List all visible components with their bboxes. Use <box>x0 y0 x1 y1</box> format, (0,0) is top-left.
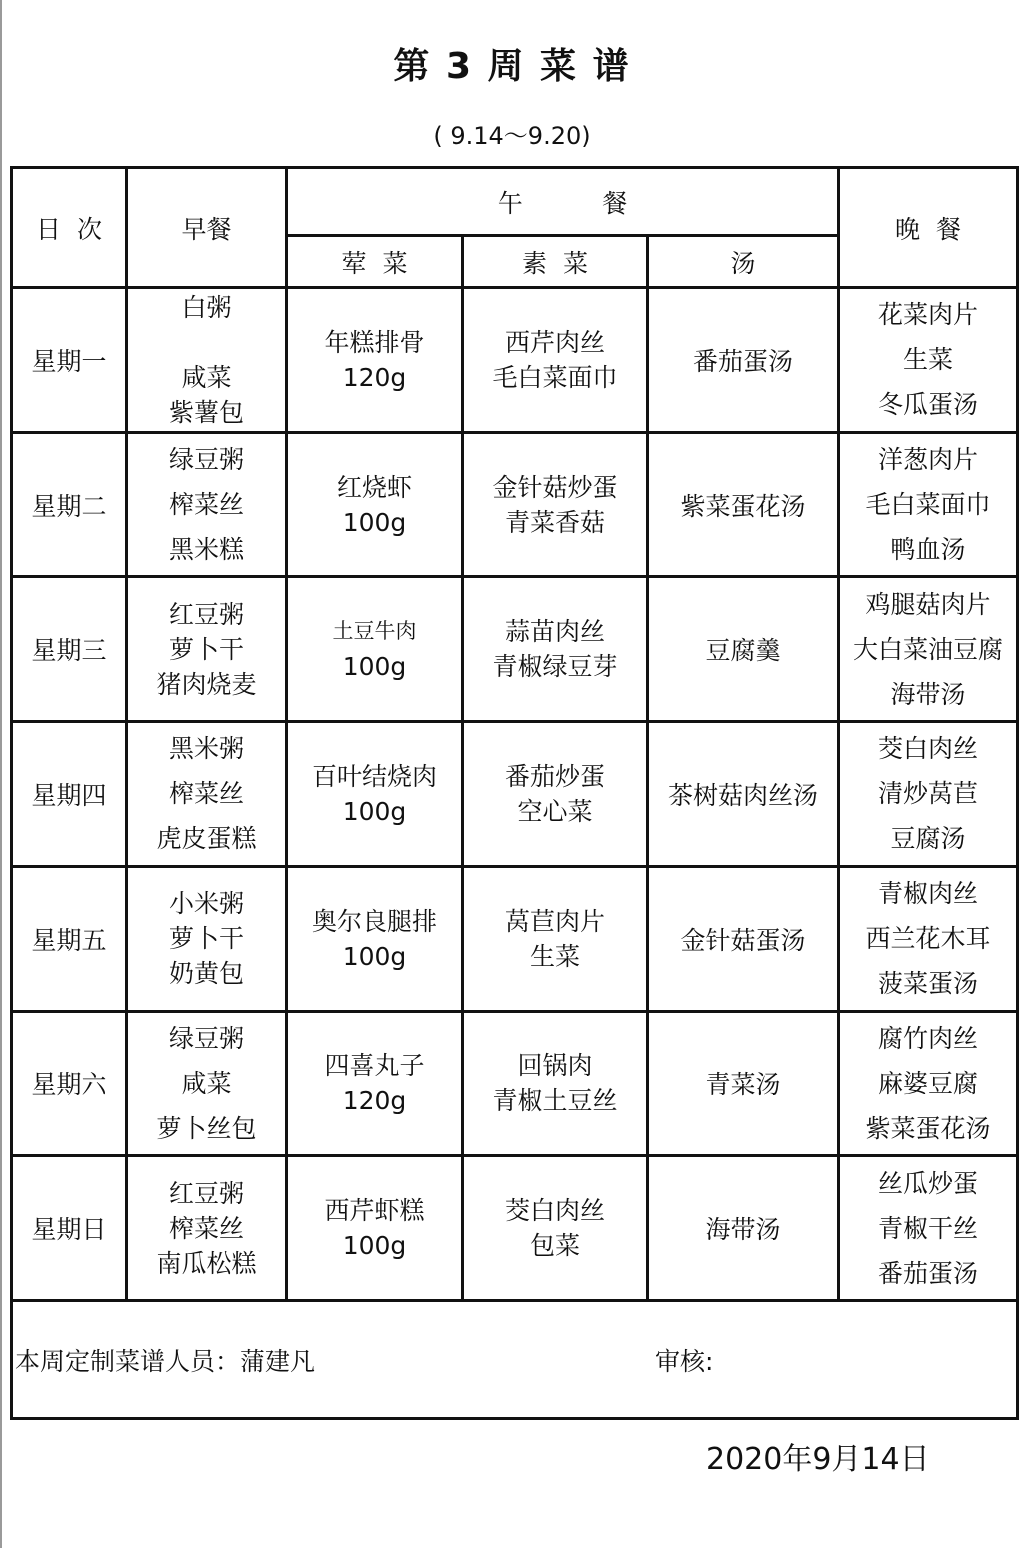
veg-dish-cell-item: 莴苣肉片 <box>504 906 605 936</box>
day-row <box>12 577 1018 722</box>
dinner-cell-item: 紫菜蛋花汤 <box>865 1113 991 1143</box>
dinner-cell-item: 菠菜蛋汤 <box>877 969 978 999</box>
dinner-cell-item: 西兰花木耳 <box>865 924 991 954</box>
meat-dish-cell <box>287 722 463 867</box>
breakfast-cell-item: 绿豆粥 <box>168 1023 244 1053</box>
day-row <box>12 1011 1018 1156</box>
breakfast-cell-item: 黑米粥 <box>168 734 244 764</box>
breakfast-cell-item: 榨菜丝 <box>168 1213 244 1243</box>
day-label: 星期六 <box>12 1011 127 1156</box>
veg-dish-cell-item: 金针菇炒蛋 <box>492 472 618 502</box>
soup-cell: 青菜汤 <box>648 1011 839 1156</box>
breakfast-cell-item: 咸菜 <box>181 362 232 392</box>
breakfast-cell-item: 黑米糕 <box>168 535 244 565</box>
breakfast-cell-item: 萝卜干 <box>168 634 244 664</box>
header-breakfast: 早餐 <box>127 168 287 288</box>
veg-dish-cell-item: 茭白肉丝 <box>504 1196 605 1226</box>
veg-dish-cell <box>463 722 648 867</box>
veg-dish-cell <box>463 866 648 1011</box>
breakfast-cell-item: 红豆粥 <box>168 1178 244 1208</box>
meat-dish-cell <box>287 288 463 433</box>
page-left-border <box>0 0 2 1548</box>
breakfast-cell-item: 小米粥 <box>168 889 244 919</box>
breakfast-cell <box>127 722 287 867</box>
dinner-cell-item: 生菜 <box>902 345 953 375</box>
day-row <box>12 1156 1018 1301</box>
breakfast-cell <box>127 432 287 577</box>
day-label: 星期三 <box>12 577 127 722</box>
meat-dish-cell-item: 年糕排骨 <box>324 327 425 357</box>
dinner-cell-item: 青椒肉丝 <box>877 879 978 909</box>
dinner-cell-item: 冬瓜蛋汤 <box>877 390 978 420</box>
date-range: ( 9.14～9.20) <box>433 122 591 150</box>
page-title: 第 3 周 菜 谱 <box>393 46 631 87</box>
dinner-cell-item: 番茄蛋汤 <box>877 1258 978 1288</box>
day-label: 星期日 <box>12 1156 127 1301</box>
veg-dish-cell-item: 生菜 <box>529 941 580 971</box>
veg-dish-cell <box>463 288 648 433</box>
dinner-cell-item: 鸭血汤 <box>890 535 966 565</box>
dinner-cell <box>839 432 1018 577</box>
day-label: 星期一 <box>12 288 127 433</box>
soup-cell: 豆腐羹 <box>648 577 839 722</box>
breakfast-cell-item: 榨菜丝 <box>168 779 244 809</box>
menu-body <box>12 288 1018 1301</box>
meat-dish-cell-item: 100g <box>342 652 407 682</box>
planner-label: 本周定制菜谱人员：蒲建凡 <box>15 1346 316 1376</box>
issue-date: 2020年9月14日 <box>706 1442 930 1477</box>
dinner-cell <box>839 866 1018 1011</box>
breakfast-cell-item: 榨菜丝 <box>168 490 244 520</box>
meat-dish-cell-item: 百叶结烧肉 <box>311 761 437 791</box>
breakfast-cell <box>127 288 287 433</box>
meat-dish-cell-item: 100g <box>342 941 407 971</box>
breakfast-cell-item: 萝卜丝包 <box>156 1113 257 1143</box>
header-dinner: 晚 餐 <box>839 168 1018 288</box>
day-row <box>12 432 1018 577</box>
breakfast-cell-item: 紫薯包 <box>168 397 244 427</box>
breakfast-cell <box>127 1156 287 1301</box>
veg-dish-cell <box>463 1011 648 1156</box>
dinner-cell <box>839 1011 1018 1156</box>
breakfast-cell-item: 猪肉烧麦 <box>156 669 257 699</box>
day-row <box>12 288 1018 433</box>
veg-dish-cell <box>463 577 648 722</box>
breakfast-cell-item: 南瓜松糕 <box>156 1248 257 1278</box>
soup-cell: 金针菇蛋汤 <box>648 866 839 1011</box>
veg-dish-cell-item: 番茄炒蛋 <box>504 761 605 791</box>
meat-dish-cell-item: 100g <box>342 507 407 537</box>
meat-dish-cell-item: 红烧虾 <box>336 472 412 502</box>
header-veg-dish: 素 菜 <box>463 236 648 288</box>
reviewer-label: 审核: <box>655 1346 714 1376</box>
dinner-cell-item: 鸡腿菇肉片 <box>865 589 991 619</box>
breakfast-cell <box>127 577 287 722</box>
dinner-cell <box>839 722 1018 867</box>
dinner-cell-item: 丝瓜炒蛋 <box>877 1168 978 1198</box>
veg-dish-cell-item: 青椒绿豆芽 <box>492 652 618 682</box>
breakfast-cell-item <box>203 325 211 360</box>
veg-dish-cell <box>463 1156 648 1301</box>
meat-dish-cell-item: 土豆牛肉 <box>332 619 417 644</box>
breakfast-cell <box>127 866 287 1011</box>
day-label: 星期二 <box>12 432 127 577</box>
meat-dish-cell-item: 四喜丸子 <box>324 1051 425 1081</box>
soup-cell: 紫菜蛋花汤 <box>648 432 839 577</box>
meat-dish-cell-item: 100g <box>342 1231 407 1261</box>
veg-dish-cell <box>463 432 648 577</box>
soup-cell: 番茄蛋汤 <box>648 288 839 433</box>
day-label: 星期四 <box>12 722 127 867</box>
dinner-cell-item: 花菜肉片 <box>877 300 978 330</box>
soup-cell: 茶树菇肉丝汤 <box>648 722 839 867</box>
meat-dish-cell <box>287 432 463 577</box>
meat-dish-cell-item: 120g <box>342 362 407 392</box>
meat-dish-cell <box>287 1011 463 1156</box>
breakfast-cell-item: 咸菜 <box>181 1068 232 1098</box>
dinner-cell-item: 茭白肉丝 <box>877 734 978 764</box>
meat-dish-cell-item: 100g <box>342 796 407 826</box>
meat-dish-cell-item: 西芹虾糕 <box>324 1196 425 1226</box>
veg-dish-cell-item: 青椒土豆丝 <box>492 1086 618 1116</box>
dinner-cell-item: 海带汤 <box>890 679 966 709</box>
dinner-cell-item: 青椒干丝 <box>877 1213 978 1243</box>
breakfast-cell-item: 绿豆粥 <box>168 445 244 475</box>
dinner-cell-item: 腐竹肉丝 <box>877 1023 978 1053</box>
dinner-cell-item: 麻婆豆腐 <box>877 1068 978 1098</box>
day-label: 星期五 <box>12 866 127 1011</box>
veg-dish-cell-item: 青菜香菇 <box>504 507 605 537</box>
veg-dish-cell-item: 毛白菜面巾 <box>492 362 618 392</box>
dinner-cell <box>839 1156 1018 1301</box>
veg-dish-cell-item: 回锅肉 <box>517 1051 593 1081</box>
dinner-cell-item: 大白菜油豆腐 <box>852 634 1003 664</box>
veg-dish-cell-item: 空心菜 <box>517 796 593 826</box>
header-meat-dish: 荤 菜 <box>287 236 463 288</box>
dinner-cell-item: 清炒莴苣 <box>877 779 978 809</box>
veg-dish-cell-item: 西芹肉丝 <box>504 327 605 357</box>
breakfast-cell-item: 奶黄包 <box>168 959 244 989</box>
header-soup: 汤 <box>648 236 839 288</box>
dinner-cell-item: 洋葱肉片 <box>877 445 978 475</box>
dinner-cell-item: 豆腐汤 <box>890 824 966 854</box>
meat-dish-cell-item: 120g <box>342 1086 407 1116</box>
menu-table <box>10 166 1019 1420</box>
veg-dish-cell-item: 蒜苗肉丝 <box>504 617 605 647</box>
soup-cell: 海带汤 <box>648 1156 839 1301</box>
signature-row <box>12 1301 1018 1419</box>
header-lunch: 午 餐 <box>287 168 839 236</box>
breakfast-cell <box>127 1011 287 1156</box>
day-row <box>12 722 1018 867</box>
breakfast-cell-item: 萝卜干 <box>168 924 244 954</box>
dinner-cell-item: 毛白菜面巾 <box>865 490 991 520</box>
day-row <box>12 866 1018 1011</box>
breakfast-cell-item: 红豆粥 <box>168 599 244 629</box>
dinner-cell <box>839 288 1018 433</box>
meat-dish-cell <box>287 577 463 722</box>
meat-dish-cell <box>287 866 463 1011</box>
veg-dish-cell-item: 包菜 <box>529 1231 580 1261</box>
meat-dish-cell <box>287 1156 463 1301</box>
header-day: 日 次 <box>12 168 127 288</box>
breakfast-cell-item: 虎皮蛋糕 <box>156 824 257 854</box>
breakfast-cell-item: 白粥 <box>181 292 232 322</box>
dinner-cell <box>839 577 1018 722</box>
meat-dish-cell-item: 奥尔良腿排 <box>311 906 437 936</box>
